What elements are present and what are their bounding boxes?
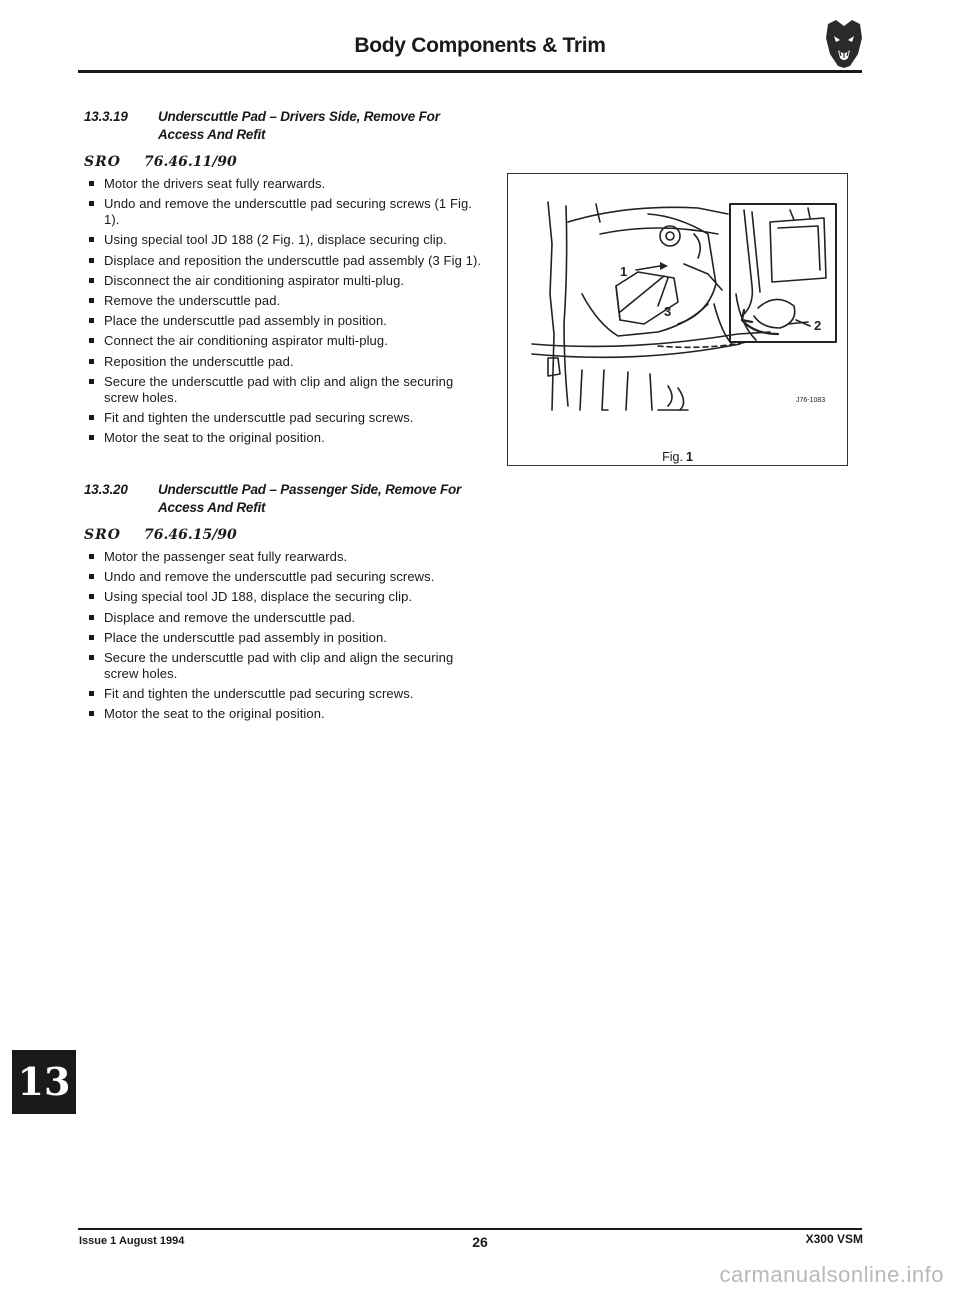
callout-2: 2 [814,318,822,333]
manual-code: X300 VSM [805,1232,863,1246]
section-title: Underscuttle Pad – Passenger Side, Remove For Access And Refit [158,482,462,515]
step-item: Remove the underscuttle pad. [84,293,484,309]
page-number: 26 [472,1234,488,1250]
jaguar-logo-icon [822,18,866,70]
sro-label: SRO [84,154,121,170]
sro-label: SRO [84,527,121,543]
step-item: Motor the passenger seat fully rearwards. [84,549,484,565]
step-item: Reposition the underscuttle pad. [84,354,484,370]
sro-reference [84,527,484,543]
header-rule [78,70,862,73]
step-item: Place the underscuttle pad assembly in position. [84,313,484,329]
step-item: Fit and tighten the underscuttle pad securing screws. [84,686,484,702]
chapter-tab [12,1050,76,1114]
step-item: Undo and remove the underscuttle pad securing screws (1 Fig. 1). [84,196,484,228]
step-item: Motor the drivers seat fully rearwards. [84,176,484,192]
figure-1 [507,173,848,466]
sro-reference [84,154,484,170]
sro-code: 76.46.11/90 [144,154,237,170]
step-item: Displace and remove the underscuttle pad. [84,610,484,626]
figure-reference-code: J76-1083 [796,397,826,404]
step-item: Secure the underscuttle pad with clip and align the securing screw holes. [84,650,484,682]
section-number: 13.3.20 [84,482,128,497]
sro-code: 76.46.15/90 [144,527,237,543]
figure-caption-number: 1 [685,450,693,464]
step-item: Undo and remove the underscuttle pad securing screws. [84,569,484,585]
step-item: Fit and tighten the underscuttle pad securing screws. [84,410,484,426]
step-item: Disconnect the air conditioning aspirator multi-plug. [84,273,484,289]
page-title: Body Components & Trim [354,34,606,57]
step-item: Using special tool JD 188 (2 Fig. 1), displace securing clip. [84,232,484,248]
step-item: Using special tool JD 188, displace the securing clip. [84,589,484,605]
callout-1: 1 [620,264,628,279]
step-item: Secure the underscuttle pad with clip and align the securing screw holes. [84,374,484,406]
step-item: Place the underscuttle pad assembly in position. [84,630,484,646]
step-item: Displace and reposition the underscuttle pad assembly (3 Fig 1). [84,253,484,269]
callout-3: 3 [664,304,672,319]
underscuttle-illustration [508,174,847,444]
watermark: carmanualsonline.info [719,1262,944,1287]
section-heading [84,481,484,517]
figure-caption [508,450,847,464]
footer-rule [78,1228,862,1230]
step-item: Connect the air conditioning aspirator multi-plug. [84,333,484,349]
figure-caption-prefix: Fig. [662,450,683,464]
step-item: Motor the seat to the original position. [84,430,484,446]
section-heading [84,108,484,144]
step-list [84,549,484,722]
issue-date: Issue 1 August 1994 [79,1235,185,1247]
chapter-number: 13 [17,1059,71,1104]
step-list [84,176,484,446]
procedure-section-drivers [84,108,484,450]
section-title: Underscuttle Pad – Drivers Side, Remove For Access And Refit [158,109,440,142]
procedure-section-passenger [84,481,484,727]
step-item: Motor the seat to the original position. [84,706,484,722]
section-number: 13.3.19 [84,109,128,124]
